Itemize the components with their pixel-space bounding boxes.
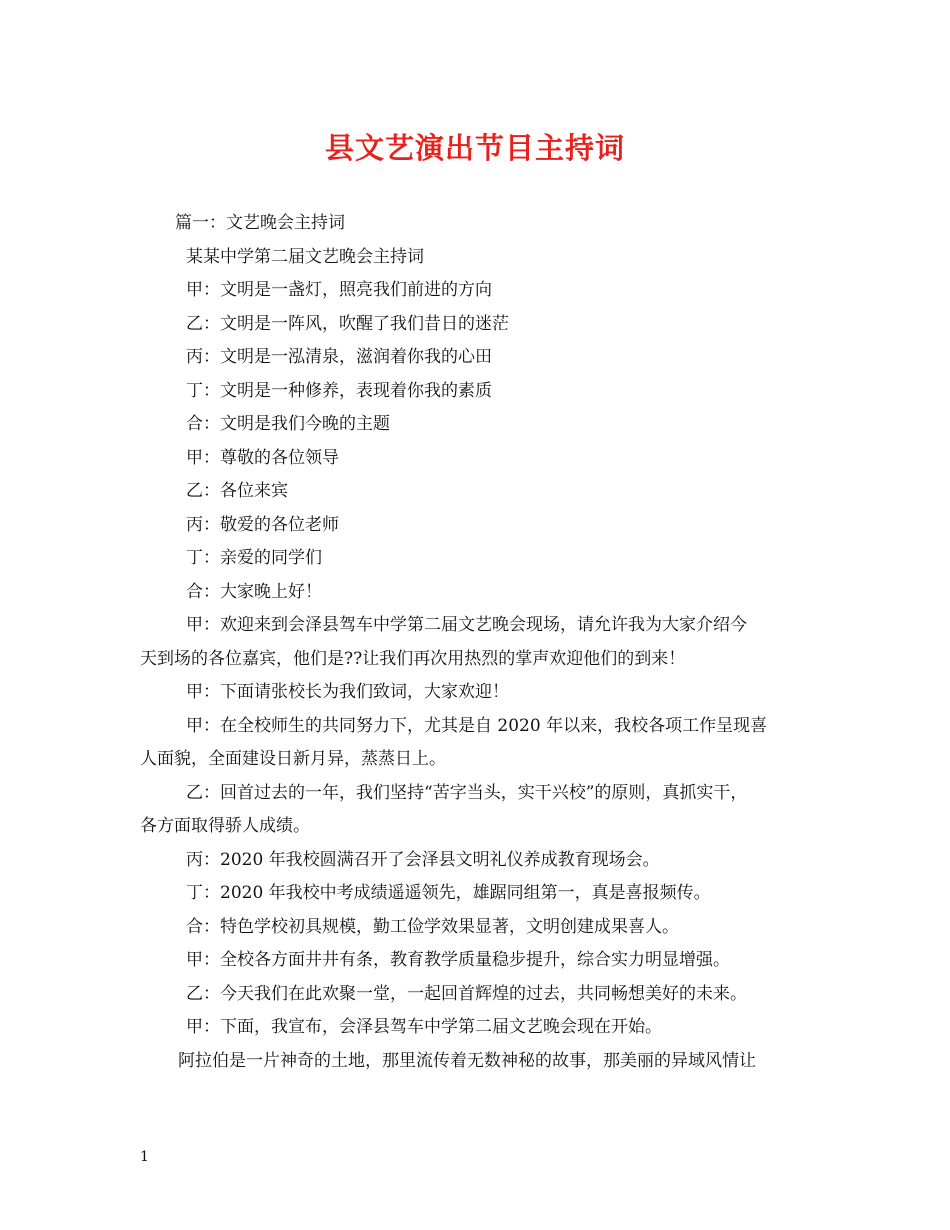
dialogue-line: 合：特色学校初具规模，勤工俭学效果显著，文明创建成果喜人。 bbox=[186, 916, 679, 937]
dialogue-line: 丙：文明是一泓清泉，滋润着你我的心田 bbox=[186, 347, 492, 367]
dialogue-continuation: 各方面取得骄人成绩。 bbox=[140, 816, 310, 836]
dialogue-line: 乙：各位来宾 bbox=[186, 481, 288, 501]
document-body bbox=[140, 207, 820, 1078]
dialogue-line: 合：大家晚上好！ bbox=[186, 581, 322, 602]
dialogue-line: 乙：今天我们在此欢聚一堂，一起回首辉煌的过去，共同畅想美好的未来。 bbox=[186, 983, 747, 1004]
dialogue-line: 甲：尊敬的各位领导 bbox=[186, 447, 339, 468]
dialogue-line: 甲：下面请张校长为我们致词，大家欢迎！ bbox=[186, 682, 509, 702]
page-number: 1 bbox=[140, 1149, 149, 1165]
section-heading: 篇一：文艺晚会主持词 bbox=[175, 213, 345, 233]
dialogue-line: 丙：敬爱的各位老师 bbox=[186, 514, 339, 535]
dialogue-line: 合：文明是我们今晚的主题 bbox=[186, 414, 390, 434]
dialogue-line: 丙：2020 年我校圆满召开了会泽县文明礼仪养成教育现场会。 bbox=[186, 849, 660, 870]
document-title: 县文艺演出节目主持词 bbox=[324, 131, 625, 165]
dialogue-continuation: 人面貌，全面建设日新月异，蒸蒸日上。 bbox=[140, 749, 446, 769]
dialogue-line: 甲：文明是一盏灯，照亮我们前进的方向 bbox=[186, 280, 492, 300]
paragraph-line: 阿拉伯是一片神奇的土地，那里流传着无数神秘的故事，那美丽的异域风情让 bbox=[178, 1050, 756, 1071]
dialogue-line: 甲：全校各方面井井有条，教育教学质量稳步提升，综合实力明显增强。 bbox=[186, 950, 730, 970]
dialogue-line: 甲：在全校师生的共同努力下，尤其是自 2020 年以来，我校各项工作呈现喜 bbox=[186, 715, 768, 736]
dialogue-line: 甲：欢迎来到会泽县驾车中学第二届文艺晚会现场，请允许我为大家介绍今 bbox=[186, 615, 747, 635]
dialogue-line: 乙：回首过去的一年，我们坚持“苦字当头，实干兴校”的原则，真抓实干， bbox=[186, 782, 748, 803]
dialogue-continuation: 天到场的各位嘉宾，他们是??让我们再次用热烈的掌声欢迎他们的到来！ bbox=[140, 648, 686, 669]
dialogue-line: 丁：2020 年我校中考成绩遥遥领先，雄踞同组第一，真是喜报频传。 bbox=[186, 883, 711, 903]
subtitle-line: 某某中学第二届文艺晚会主持词 bbox=[186, 246, 424, 267]
dialogue-line: 甲：下面，我宣布，会泽县驾车中学第二届文艺晚会现在开始。 bbox=[186, 1017, 662, 1037]
dialogue-line: 丁：亲爱的同学们 bbox=[186, 548, 322, 568]
dialogue-line: 乙：文明是一阵风，吹醒了我们昔日的迷茫 bbox=[186, 313, 509, 334]
dialogue-line: 丁：文明是一种修养，表现着你我的素质 bbox=[186, 380, 492, 401]
